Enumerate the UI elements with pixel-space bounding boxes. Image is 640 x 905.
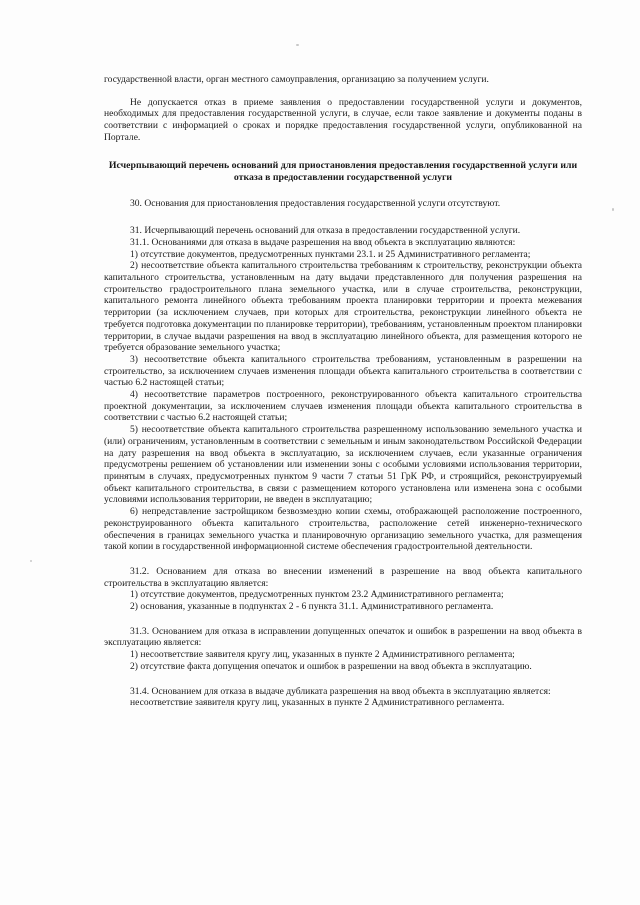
item-31-1-3: 3) несоответствие объекта капитального строительства требованиям, установленным в разрешении на строительство, за исключением случаев изменения площади объекта капитального строительства в соответствии с частью 6.2 настоящей статьи; xyxy=(104,353,582,389)
scan-mark xyxy=(296,44,299,46)
item-31-2-1: 1) отсутствие документов, предусмотренных пунктом 23.2 Административного регламента; xyxy=(130,589,504,601)
item-31-3-2: 2) отсутствие факта допущения опечаток и ошибок в разрешении на ввод объекта в эксплуатацию. xyxy=(130,660,532,672)
item-31-1-6: 6) непредставление застройщиком безвозмездно копии схемы, отображающей расположение построенного, реконструированного объекта капитального строительства, расположение сетей инженерно-технического обеспечения в границах земельного участка и планировочную организацию земельного участка, для размещения такой копии в государственной информационной системе обеспечения градостроительной деятельности. xyxy=(104,506,582,553)
scan-mark xyxy=(30,560,32,562)
item-31-1: 31.1. Основаниями для отказа в выдаче разрешения на ввод объекта в эксплуатацию являются: xyxy=(130,236,516,248)
item-31-1-5: 5) несоответствие объекта капитального строительства разрешенному использованию земельного участка и (или) ограничениям, установленным в соответствии с земельным и иным законодательством Российской Федерации на дату разрешения на ввод объекта в эксплуатацию, за исключением случаев, если указанные ограничения предусмотрены решением об установлении или изменении зоны с особыми условиями использования территории, принятым в случаях, предусмотренных пунктом 9 части 7 статьи 51 ГрК РФ, и строящийся, реконструируемый объект капитального строительства, в связи с размещением которого установлена или изменена зона с особыми условиями использования территории, не введен в эксплуатацию; xyxy=(104,424,582,506)
section-heading: Исчерпывающий перечень оснований для приостановления предоставления государственной услуги или отказа в предоставлении государственной услуги xyxy=(108,159,578,183)
item-31-1-2: 2) несоответствие объекта капитального строительства требованиям к строительству, реконструкции объекта капитального строительства, установленным на дату выдачи представленного для получения разрешения на строительство градостроительного плана земельного участка, или в случае строительства, реконструкции, капитального ремонта линейного объекта требованиям проекта планировки территории и проекта межевания территории (за исключением случаев, при которых для строительства, реконструкции линейного объекта не требуется подготовка документации по планировке территории), требованиям, установленным проектом планировки территории, в случае выдачи разрешения на ввод в эксплуатацию линейного объекта, для размещения которого не требуется образование земельного участка; xyxy=(104,260,582,354)
item-31-2: 31.2. Основанием для отказа во внесении изменений в разрешение на ввод объекта капитального строительства в эксплуатацию является: xyxy=(104,565,582,589)
item-31-3-1: 1) несоответствие заявителя кругу лиц, указанных в пункте 2 Административного регламента; xyxy=(130,649,515,661)
document-body xyxy=(104,74,582,709)
item-31-2-2: 2) основания, указанные в подпунктах 2 - 6 пункта 31.1. Административного регламента. xyxy=(130,601,494,613)
item-31-4-1: несоответствие заявителя кругу лиц, указанных в пункте 2 Административного регламента. xyxy=(130,697,505,709)
item-31-3: 31.3. Основанием для отказа в исправлении допущенных опечаток и ошибок в разрешении на ввод объекта в эксплуатацию является: xyxy=(104,625,582,649)
item-30: 30. Основания для приостановления предоставления государственной услуги отсутствуют. xyxy=(130,197,501,209)
item-31-1-4: 4) несоответствие параметров построенного, реконструированного объекта капитального строительства проектной документации, за исключением случаев изменения площади объекта капитального строительства в соответствии с частью 6.2 настоящей статьи; xyxy=(104,389,582,424)
item-31-1-1: 1) отсутствие документов, предусмотренных пунктами 23.1. и 25 Административного регламента; xyxy=(130,248,531,260)
intro-line: государственной власти, орган местного самоуправления, организацию за получением услуги. xyxy=(104,74,489,85)
item-31: 31. Исчерпывающий перечень оснований для отказа в предоставлении государственной услуги. xyxy=(130,225,521,237)
scan-mark xyxy=(612,208,614,211)
not-allowed-paragraph: Не допускается отказ в приеме заявления о предоставлении государственной услуги и документов, необходимых для предоставления государственной услуги, в случае, если такое заявление и документы поданы в соответствии с информацией о сроках и порядке предоставления государственной услуги, опубликованной на Портале. xyxy=(104,96,582,143)
item-31-4: 31.4. Основанием для отказа в выдаче дубликата разрешения на ввод объекта в эксплуатацию является: xyxy=(130,685,551,697)
